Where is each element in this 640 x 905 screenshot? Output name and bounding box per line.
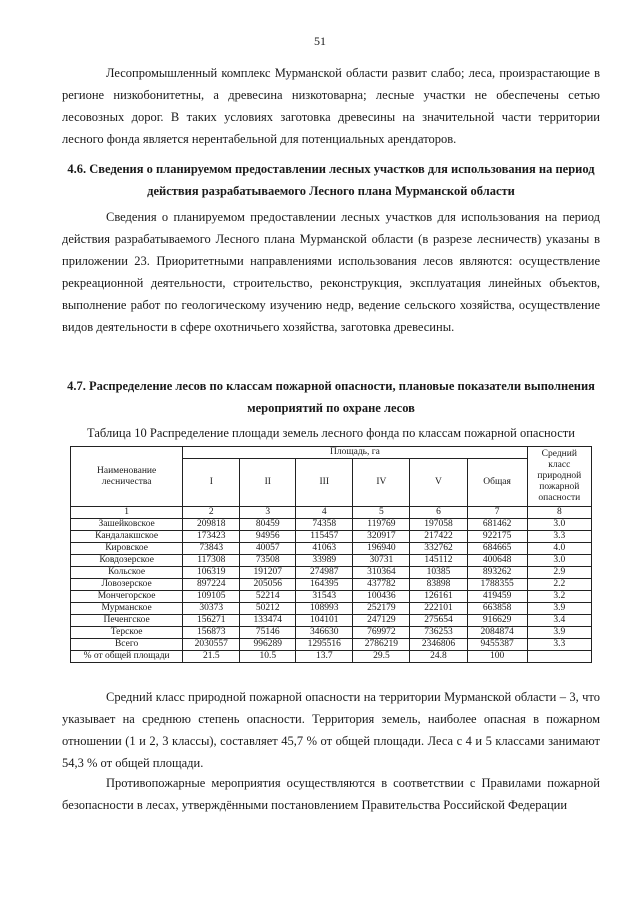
table-cell: 3.0 xyxy=(527,519,591,531)
table-row xyxy=(71,567,592,579)
fire-prevention-paragraph: Противопожарные мероприятия осуществляются в соответствии с Правилами пожарной безопасности в лесах, утверждёнными постановлением Правительства Российской Федерации xyxy=(62,776,600,812)
column-number-row xyxy=(71,507,592,519)
table-cell xyxy=(527,651,591,663)
table-row xyxy=(71,591,592,603)
table-cell: 33989 xyxy=(296,555,353,567)
table-cell: 274987 xyxy=(296,567,353,579)
table-cell: 30731 xyxy=(353,555,410,567)
table-cell: 133474 xyxy=(240,615,296,627)
table-cell: 24.8 xyxy=(410,651,467,663)
fire-danger-table xyxy=(70,446,592,663)
table-cell: 2786219 xyxy=(353,639,410,651)
intro-paragraph: Лесопромышленный комплекс Мурманской области развит слабо; леса, произрастающие в регионе низкобонитетны, а древесина низкотоварна; лесные участки не обеспечены сетью лесовозных дорог. В таких условиях заготовка древесины на значительной части территории лесного фонда является нерентабельной для потенциальных арендаторов. xyxy=(62,66,600,146)
table-cell: 684665 xyxy=(467,543,527,555)
header-avg-class: Средний класс природной пожарной опасности xyxy=(527,447,591,507)
table-cell: 437782 xyxy=(353,579,410,591)
table-caption: Таблица 10 Распределение площади земель лесного фонда по классам пожарной опасности xyxy=(87,426,575,440)
header-class-3: III xyxy=(296,459,353,507)
table-cell: 156271 xyxy=(183,615,240,627)
forestry-name-cell: % от общей площади xyxy=(71,651,183,663)
table-cell: 145112 xyxy=(410,555,467,567)
table-row xyxy=(71,627,592,639)
table-cell: 3.9 xyxy=(527,603,591,615)
forestry-name-cell: Терское xyxy=(71,627,183,639)
table-cell: 115457 xyxy=(296,531,353,543)
table-cell: 100436 xyxy=(353,591,410,603)
table-cell: 13.7 xyxy=(296,651,353,663)
table-row xyxy=(71,603,592,615)
table-cell: 164395 xyxy=(296,579,353,591)
table-cell: 400648 xyxy=(467,555,527,567)
table-cell: 3.2 xyxy=(527,591,591,603)
header-class-5: V xyxy=(410,459,467,507)
table-cell: 21.5 xyxy=(183,651,240,663)
table-cell: 2346806 xyxy=(410,639,467,651)
column-number: 4 xyxy=(296,507,353,519)
forestry-name-cell: Мончегорское xyxy=(71,591,183,603)
section-4-6-text: Сведения о планируемом предоставлении лесных участков для использования на период действия разрабатываемого Лесного плана Мурманской области (в разрезе лесничеств) указаны в приложении 23. Приоритетными направлениями использования лесов являются: осуществление рекреационной деятельности, строительство, реконструкция, эксплуатация линейных объектов, выполнение работ по геологическому изучению недр, ведение сельского хозяйства, осуществление видов деятельности в сфере охотничьего хозяйства, заготовка древесины. xyxy=(62,210,600,334)
table-cell: 108993 xyxy=(296,603,353,615)
table-cell: 41063 xyxy=(296,543,353,555)
table-cell: 3.3 xyxy=(527,531,591,543)
table-cell: 74358 xyxy=(296,519,353,531)
table-cell: 80459 xyxy=(240,519,296,531)
table-cell: 419459 xyxy=(467,591,527,603)
table-row xyxy=(71,615,592,627)
table-cell: 126161 xyxy=(410,591,467,603)
after-table-paragraph: Средний класс природной пожарной опасности на территории Мурманской области – 3, что указывает на среднюю степень опасности. Территория земель, наиболее опасная в пожарном отношении (1 и 2, 3 классы), составляет 45,7 % от общей площади. Леса с 4 и 5 классами занимают 54,3 % от общей площади. xyxy=(62,690,600,770)
table-row xyxy=(71,519,592,531)
table-cell: 100 xyxy=(467,651,527,663)
table-cell: 209818 xyxy=(183,519,240,531)
column-number: 5 xyxy=(353,507,410,519)
forestry-name-cell: Ковдозерское xyxy=(71,555,183,567)
table-cell: 310364 xyxy=(353,567,410,579)
table-cell: 205056 xyxy=(240,579,296,591)
table-cell: 681462 xyxy=(467,519,527,531)
table-cell: 104101 xyxy=(296,615,353,627)
table-cell: 9455387 xyxy=(467,639,527,651)
table-cell: 893262 xyxy=(467,567,527,579)
table-row xyxy=(71,531,592,543)
table-cell: 663858 xyxy=(467,603,527,615)
table-cell: 31543 xyxy=(296,591,353,603)
table-cell: 769972 xyxy=(353,627,410,639)
table-cell: 2030557 xyxy=(183,639,240,651)
table-cell: 275654 xyxy=(410,615,467,627)
table-cell: 117308 xyxy=(183,555,240,567)
forestry-name-cell: Кольское xyxy=(71,567,183,579)
table-cell: 83898 xyxy=(410,579,467,591)
section-4-7-heading: 4.7. Распределение лесов по классам пожарной опасности, плановые показатели выполнения мероприятий по охране лесов xyxy=(67,379,595,415)
header-class-4: IV xyxy=(353,459,410,507)
table-cell: 217422 xyxy=(410,531,467,543)
header-forestry-name: Наименование лесничества xyxy=(71,447,183,507)
table-cell: 247129 xyxy=(353,615,410,627)
table-cell: 3.9 xyxy=(527,627,591,639)
table-cell: 1295516 xyxy=(296,639,353,651)
column-number: 7 xyxy=(467,507,527,519)
table-cell: 320917 xyxy=(353,531,410,543)
table-cell: 94956 xyxy=(240,531,296,543)
table-cell: 73508 xyxy=(240,555,296,567)
table-cell: 332762 xyxy=(410,543,467,555)
header-class-total: Общая xyxy=(467,459,527,507)
table-row xyxy=(71,579,592,591)
header-area: Площадь, га xyxy=(183,447,527,459)
forestry-name-cell: Кировское xyxy=(71,543,183,555)
header-class-2: II xyxy=(240,459,296,507)
table-cell: 156873 xyxy=(183,627,240,639)
table-row xyxy=(71,651,592,663)
table-cell: 50212 xyxy=(240,603,296,615)
table-cell: 346630 xyxy=(296,627,353,639)
column-number: 6 xyxy=(410,507,467,519)
table-row xyxy=(71,543,592,555)
forestry-name-cell: Зашейковское xyxy=(71,519,183,531)
column-number: 2 xyxy=(183,507,240,519)
column-number: 8 xyxy=(527,507,591,519)
table-cell: 197058 xyxy=(410,519,467,531)
table-cell: 106319 xyxy=(183,567,240,579)
table-cell: 119769 xyxy=(353,519,410,531)
table-cell: 75146 xyxy=(240,627,296,639)
table-cell: 2084874 xyxy=(467,627,527,639)
table-cell: 222101 xyxy=(410,603,467,615)
section-4-6-heading: 4.6. Сведения о планируемом предоставлении лесных участков для использования на период действия разрабатываемого Лесного плана Мурманской области xyxy=(67,162,595,198)
table-cell: 52214 xyxy=(240,591,296,603)
forestry-name-cell: Кандалакшское xyxy=(71,531,183,543)
forestry-name-cell: Печенгское xyxy=(71,615,183,627)
forestry-name-cell: Всего xyxy=(71,639,183,651)
table-row xyxy=(71,639,592,651)
table-cell: 252179 xyxy=(353,603,410,615)
table-cell: 3.4 xyxy=(527,615,591,627)
table-cell: 196940 xyxy=(353,543,410,555)
table-cell: 1788355 xyxy=(467,579,527,591)
forestry-name-cell: Ловозерское xyxy=(71,579,183,591)
header-class-1: I xyxy=(183,459,240,507)
table-cell: 40057 xyxy=(240,543,296,555)
table-row xyxy=(71,555,592,567)
table-cell: 29.5 xyxy=(353,651,410,663)
forestry-name-cell: Мурманское xyxy=(71,603,183,615)
page-number: 51 xyxy=(314,34,326,48)
column-number: 3 xyxy=(240,507,296,519)
table-cell: 736253 xyxy=(410,627,467,639)
table-cell: 3.0 xyxy=(527,555,591,567)
table-cell: 897224 xyxy=(183,579,240,591)
table-cell: 109105 xyxy=(183,591,240,603)
table-cell: 3.3 xyxy=(527,639,591,651)
table-cell: 10.5 xyxy=(240,651,296,663)
table-cell: 173423 xyxy=(183,531,240,543)
table-cell: 191207 xyxy=(240,567,296,579)
table-cell: 2.9 xyxy=(527,567,591,579)
table-cell: 10385 xyxy=(410,567,467,579)
table-cell: 922175 xyxy=(467,531,527,543)
table-cell: 996289 xyxy=(240,639,296,651)
table-cell: 73843 xyxy=(183,543,240,555)
table-cell: 2.2 xyxy=(527,579,591,591)
column-number: 1 xyxy=(71,507,183,519)
table-cell: 4.0 xyxy=(527,543,591,555)
table-cell: 30373 xyxy=(183,603,240,615)
table-cell: 916629 xyxy=(467,615,527,627)
